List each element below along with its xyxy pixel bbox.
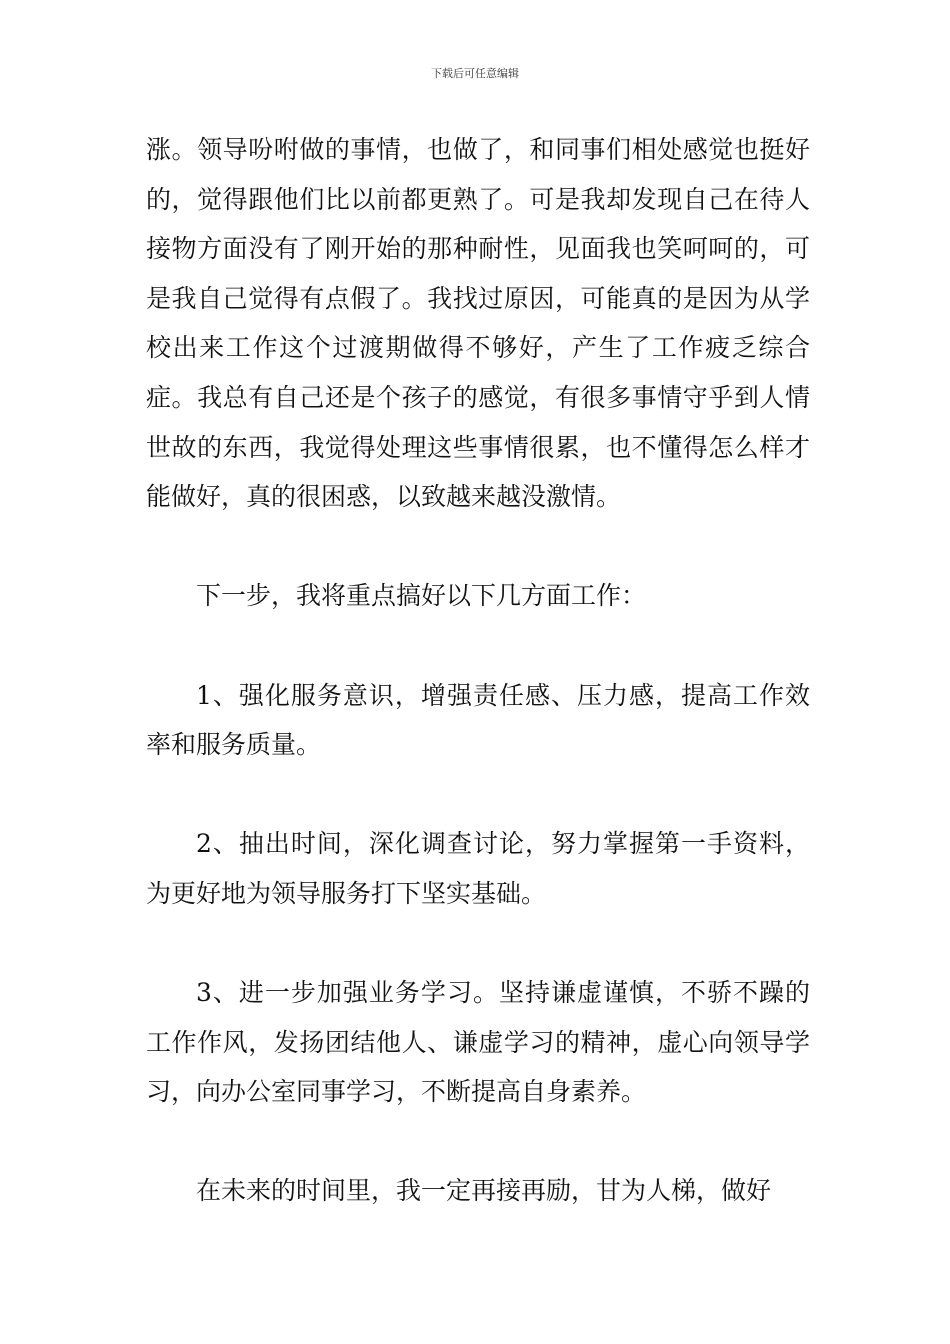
paragraph-closing: 在未来的时间里，我一定再接再励，甘为人梯，做好 [196, 1176, 772, 1206]
paragraph-continuation: 涨。领导吩咐做的事情，也做了，和同事们相处感觉也挺好的，觉得跟他们比以前都更熟了。可是我却发现自己在待人接物方面没有了刚开始的那种耐性，见面我也笑呵呵的，可是我自己觉得有点假了。我找过原因，可能真的是因为从学校出来工作这个过渡期做得不够好，产生了工作疲乏综合症。我总有自己还是个孩子的感觉，有很多事情守乎到人情世故的东西，我觉得处理这些事情很累，也不懂得怎么样才能做好，真的很困惑，以致越来越没激情。 [146, 135, 810, 512]
paragraph-item-3: 3、进一步加强业务学习。坚持谦虚谨慎，不骄不躁的工作作风，发扬团结他人、谦虚学习的精神，虚心向领导学习，向办公室同事学习，不断提高自身素养。 [146, 978, 810, 1107]
paragraph-spacer [146, 621, 810, 671]
page-header: 下载后可任意编辑 [431, 67, 519, 80]
paragraph-spacer [146, 1117, 810, 1167]
paragraph-spacer [146, 770, 810, 820]
paragraph-next-steps: 下一步，我将重点搞好以下几方面工作： [196, 581, 647, 611]
paragraph-item-2: 2、抽出时间，深化调查讨论，努力掌握第一手资料，为更好地为领导服务打下坚实基础。 [146, 829, 810, 908]
paragraph-spacer [146, 522, 810, 572]
paragraph-item-1: 1、强化服务意识，增强责任感、压力感，提高工作效率和服务质量。 [146, 680, 810, 760]
paragraph-spacer [146, 919, 810, 969]
document-body [146, 125, 810, 1216]
